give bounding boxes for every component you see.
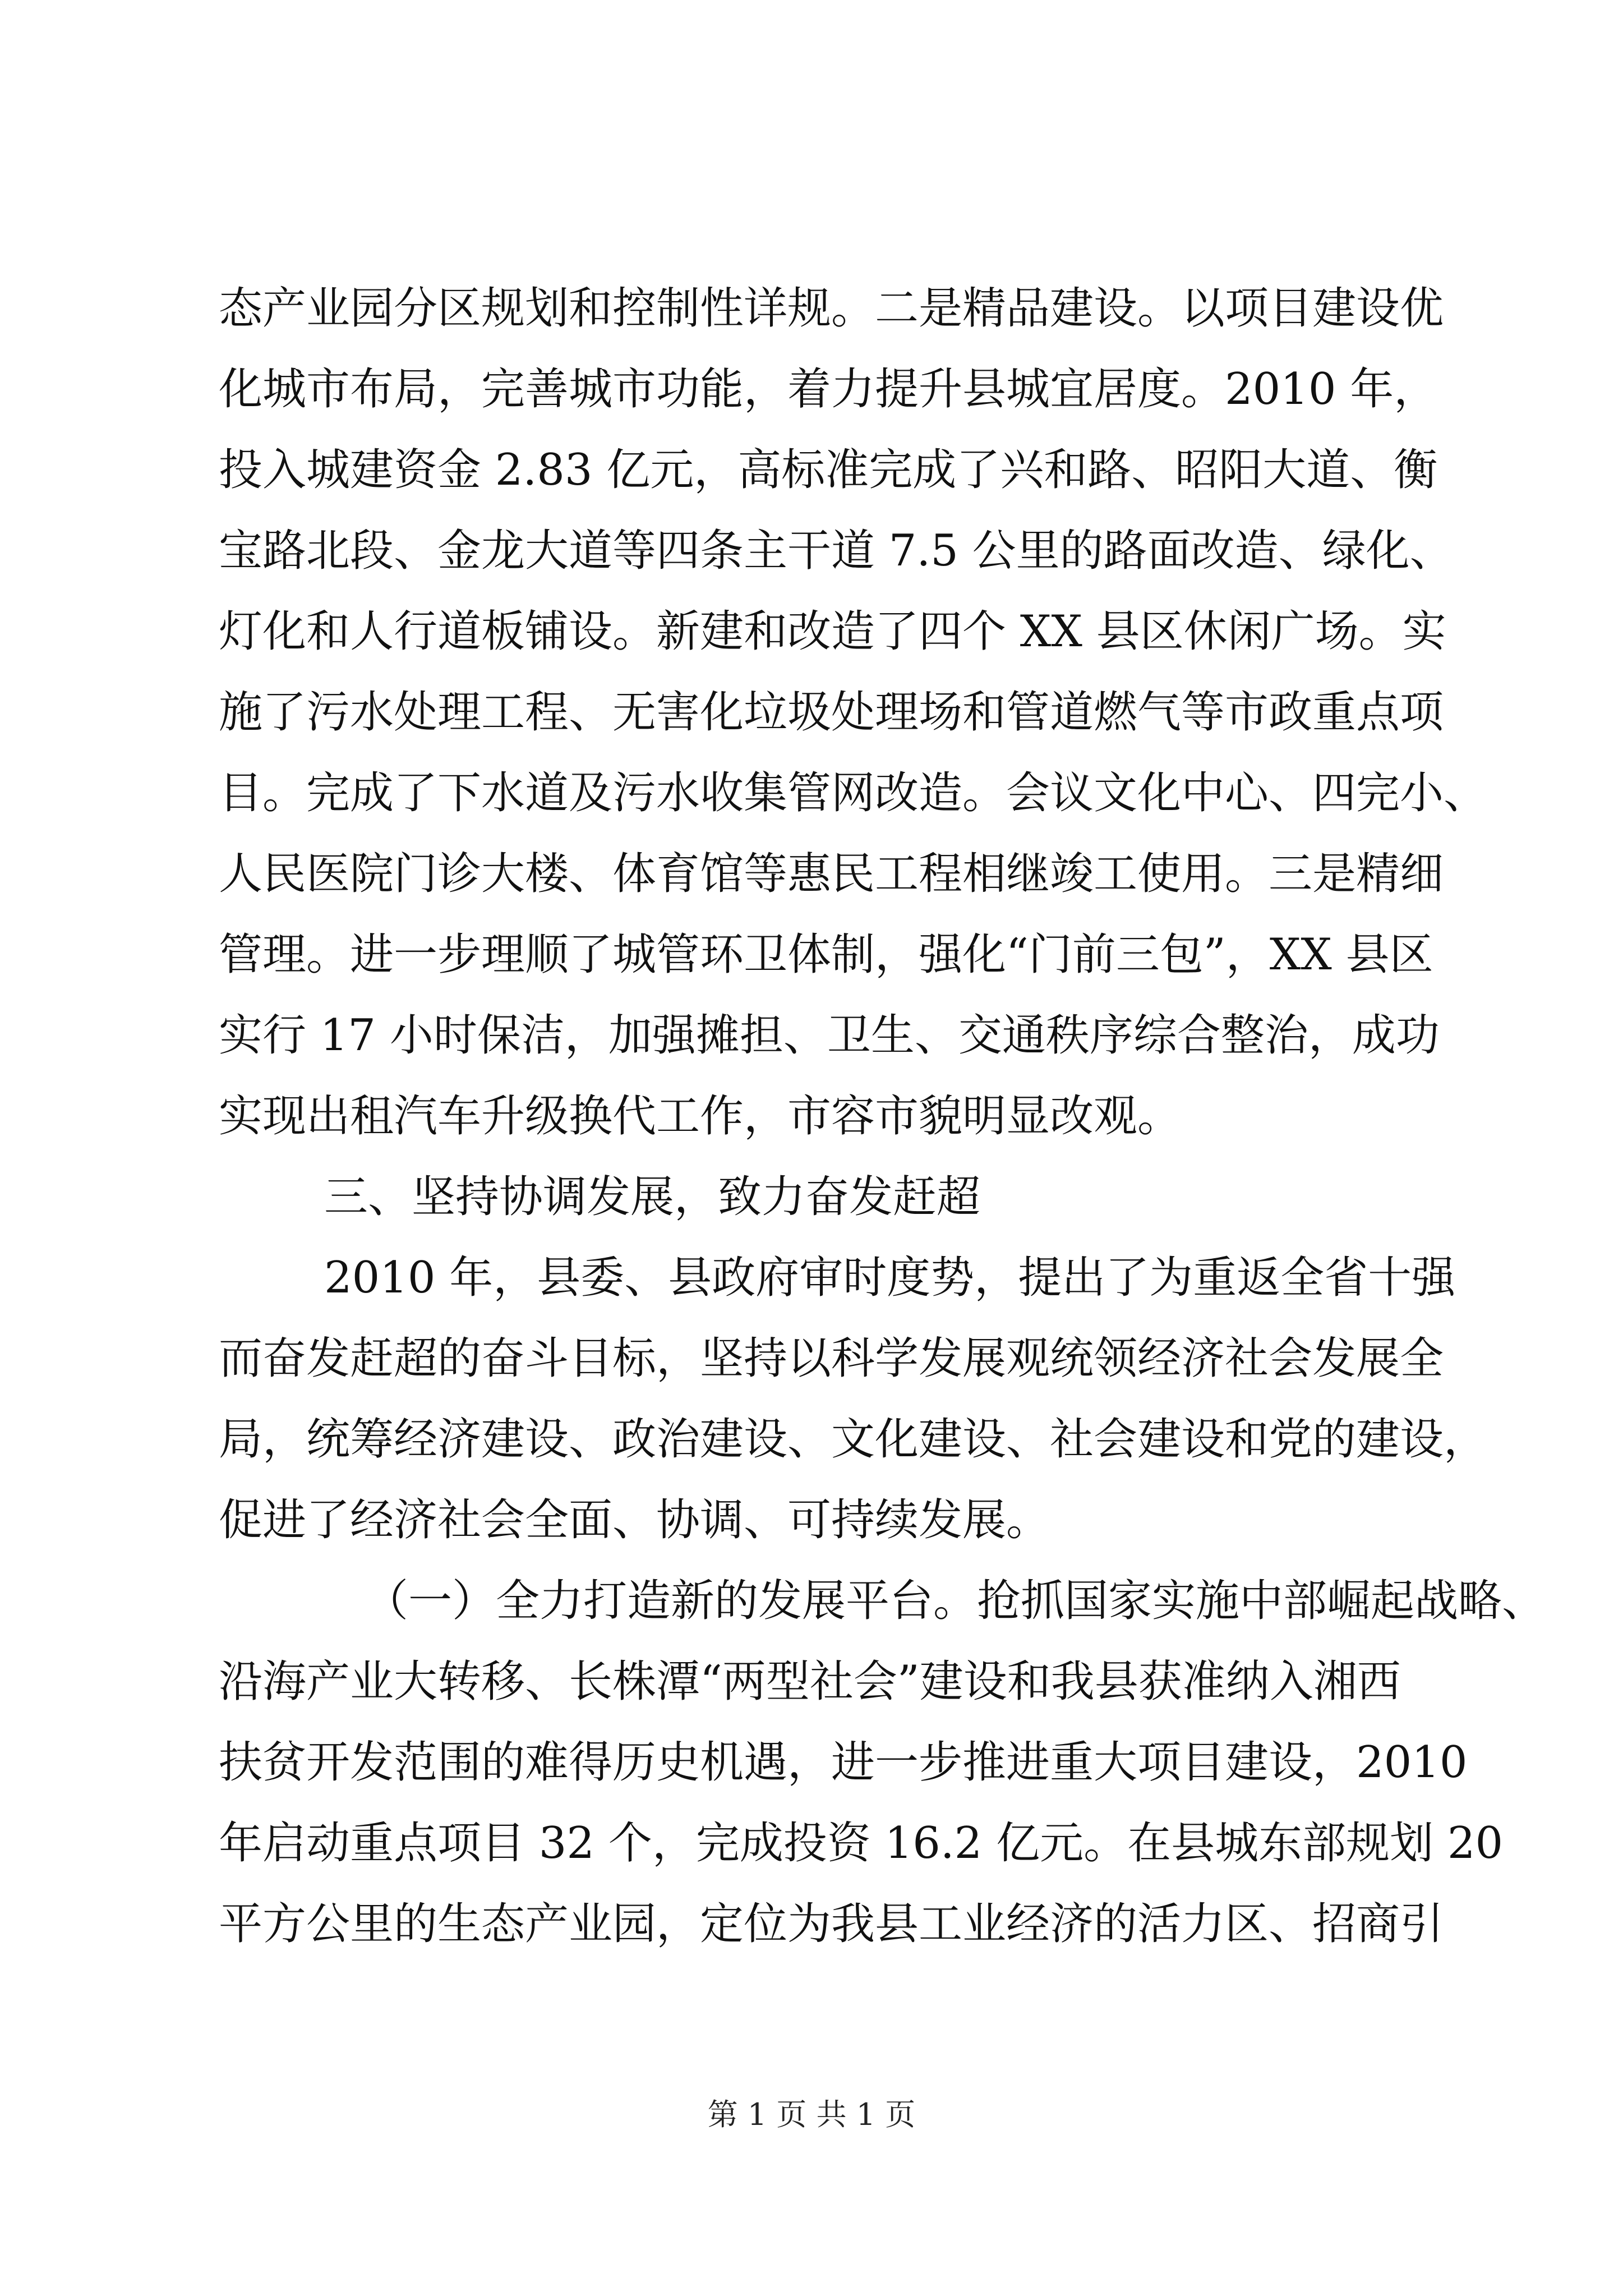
text-line: 2010 年，县委、县政府审时度势，提出了为重返全省十强 (324, 1253, 1456, 1303)
text-line: 而奋发赶超的奋斗目标，坚持以科学发展观统领经济社会发展全 (219, 1333, 1444, 1384)
text-line: 态产业园分区规划和控制性详规。二是精品建设。以项目建设优 (219, 283, 1444, 334)
text-line: 平方公里的生态产业园，定位为我县工业经济的活力区、招商引 (219, 1899, 1444, 1949)
text-line: 宝路北段、金龙大道等四条主干道 7.5 公里的路面改造、绿化、 (219, 526, 1454, 576)
text-line: 投入城建资金 2.83 亿元，高标准完成了兴和路、昭阳大道、衡 (219, 445, 1438, 495)
text-line: 施了污水处理工程、无害化垃圾处理场和管道燃气等市政重点项 (219, 687, 1444, 738)
text-line: 促进了经济社会全面、协调、可持续发展。 (219, 1495, 1050, 1545)
text-line: 管理。进一步理顺了城管环卫体制，强化“门前三包”，XX 县区 (219, 930, 1433, 980)
text-line: 目。完成了下水道及污水收集管网改造。会议文化中心、四完小、 (219, 768, 1488, 818)
section-heading: 三、坚持协调发展，致力奋发赶超 (324, 1172, 981, 1222)
text-line: 局，统筹经济建设、政治建设、文化建设、社会建设和党的建设， (219, 1414, 1488, 1465)
text-line: 化城市布局，完善城市功能，着力提升县城宜居度。2010 年， (219, 364, 1438, 415)
text-line: 实现出租汽车升级换代工作，市容市貌明显改观。 (219, 1091, 1182, 1142)
text-line: 扶贫开发范围的难得历史机遇，进一步推进重大项目建设，2010 (219, 1737, 1468, 1788)
text-line: 沿海产业大转移、长株潭“两型社会”建设和我县获准纳入湘西 (219, 1657, 1401, 1707)
text-line: 年启动重点项目 32 个，完成投资 16.2 亿元。在县城东部规划 20 (219, 1818, 1504, 1869)
text-line: 人民医院门诊大楼、体育馆等惠民工程相继竣工使用。三是精细 (219, 849, 1444, 899)
page-footer: 第 1 页 共 1 页 (707, 2097, 916, 2132)
document-body (219, 268, 1546, 1964)
text-line: 灯化和人行道板铺设。新建和改造了四个 XX 县区休闲广场。实 (219, 606, 1446, 657)
text-line: 实行 17 小时保洁，加强摊担、卫生、交通秩序综合整治，成功 (219, 1010, 1440, 1061)
subsection-line: （一）全力打造新的发展平台。抢抓国家实施中部崛起战略、 (365, 1576, 1546, 1626)
